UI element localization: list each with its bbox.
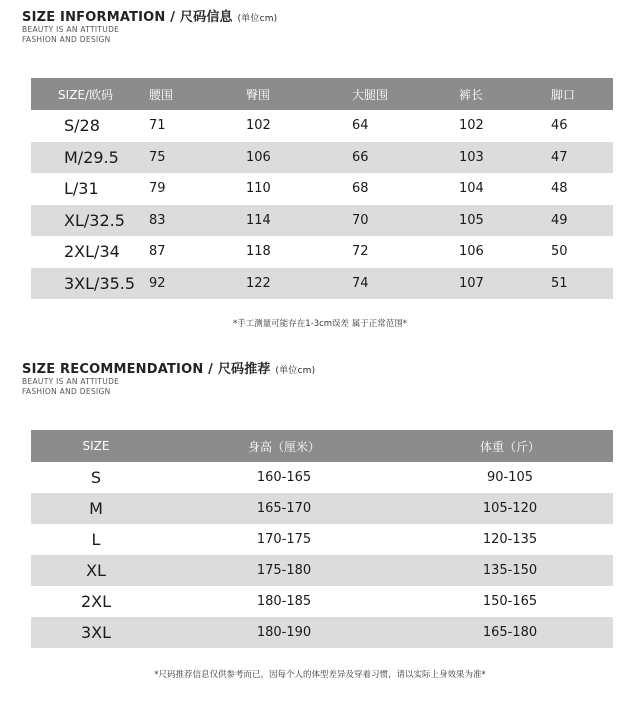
cell-size: 2XL [31,586,161,617]
col-header-length: 裤长 [459,78,551,110]
size-rec-header [22,358,315,397]
col-header-hem: 脚口 [551,78,613,110]
table-row [31,205,613,237]
cell-size: L/31 [31,173,149,205]
cell-size: S/28 [31,110,149,142]
cell-thigh: 72 [352,236,459,268]
cell-length: 105 [459,205,551,237]
cell-length: 107 [459,268,551,300]
cell-hip: 102 [246,110,352,142]
cell-thigh: 70 [352,205,459,237]
cell-hem: 47 [551,142,613,174]
table-row [31,110,613,142]
table-row [31,462,613,493]
col-header-size: SIZE [31,430,161,462]
cell-weight: 165-180 [407,617,613,648]
cell-height: 180-190 [161,617,407,648]
cell-height: 170-175 [161,524,407,555]
size-info-note: *手工测量可能存在1-3cm误差 属于正常范围* [232,319,408,329]
table-row [31,142,613,174]
cell-weight: 90-105 [407,462,613,493]
table-row [31,236,613,268]
cell-thigh: 68 [352,173,459,205]
cell-size: M/29.5 [31,142,149,174]
table-row [31,173,613,205]
cell-weight: 105-120 [407,493,613,524]
cell-size: S [31,462,161,493]
table-row [31,493,613,524]
cell-waist: 87 [149,236,246,268]
col-header-size: SIZE/欧码 [31,78,149,110]
cell-height: 175-180 [161,555,407,586]
cell-hem: 50 [551,236,613,268]
cell-height: 165-170 [161,493,407,524]
size-info-tagline-1: BEAUTY IS AN ATTITUDE [22,25,120,34]
col-header-waist: 腰围 [149,78,246,110]
cell-size: 3XL/35.5 [31,268,149,300]
cell-waist: 83 [149,205,246,237]
cell-size: XL [31,555,161,586]
size-info-header-row [31,78,613,110]
table-row [31,555,613,586]
cell-length: 104 [459,173,551,205]
cell-hem: 46 [551,110,613,142]
cell-height: 160-165 [161,462,407,493]
size-rec-tagline-1: BEAUTY IS AN ATTITUDE [22,377,120,386]
cell-length: 103 [459,142,551,174]
cell-height: 180-185 [161,586,407,617]
cell-weight: 150-165 [407,586,613,617]
table-row [31,524,613,555]
cell-length: 106 [459,236,551,268]
cell-size: L [31,524,161,555]
cell-size: 2XL/34 [31,236,149,268]
cell-weight: 120-135 [407,524,613,555]
size-rec-table [31,430,613,648]
size-rec-title: SIZE RECOMMENDATION / 尺码推荐 [22,362,271,377]
size-info-unit: (单位cm) [237,14,278,24]
size-rec-header-row [31,430,613,462]
cell-hem: 48 [551,173,613,205]
cell-size: XL/32.5 [31,205,149,237]
size-info-title: SIZE INFORMATION / 尺码信息 [22,10,233,25]
cell-thigh: 64 [352,110,459,142]
cell-size: 3XL [31,617,161,648]
cell-hem: 51 [551,268,613,300]
col-header-weight: 体重（斤） [407,430,613,462]
col-header-hip: 臀围 [246,78,352,110]
cell-hip: 110 [246,173,352,205]
size-rec-note: *尺码推荐信息仅供参考而已，因每个人的体型差异及穿着习惯，请以实际上身效果为准* [154,670,486,680]
cell-size: M [31,493,161,524]
cell-waist: 79 [149,173,246,205]
table-row [31,617,613,648]
cell-hip: 122 [246,268,352,300]
table-row [31,586,613,617]
table-row [31,268,613,300]
cell-hip: 114 [246,205,352,237]
size-info-table [31,78,613,299]
cell-weight: 135-150 [407,555,613,586]
cell-waist: 71 [149,110,246,142]
size-rec-unit: (单位cm) [275,366,316,376]
cell-hip: 106 [246,142,352,174]
cell-thigh: 66 [352,142,459,174]
cell-thigh: 74 [352,268,459,300]
col-header-height: 身高（厘米） [161,430,407,462]
cell-length: 102 [459,110,551,142]
size-info-header [22,6,277,45]
cell-waist: 92 [149,268,246,300]
cell-waist: 75 [149,142,246,174]
size-info-tagline-2: FASHION AND DESIGN [22,35,111,44]
cell-hip: 118 [246,236,352,268]
size-rec-tagline-2: FASHION AND DESIGN [22,387,111,396]
col-header-thigh: 大腿围 [352,78,459,110]
cell-hem: 49 [551,205,613,237]
